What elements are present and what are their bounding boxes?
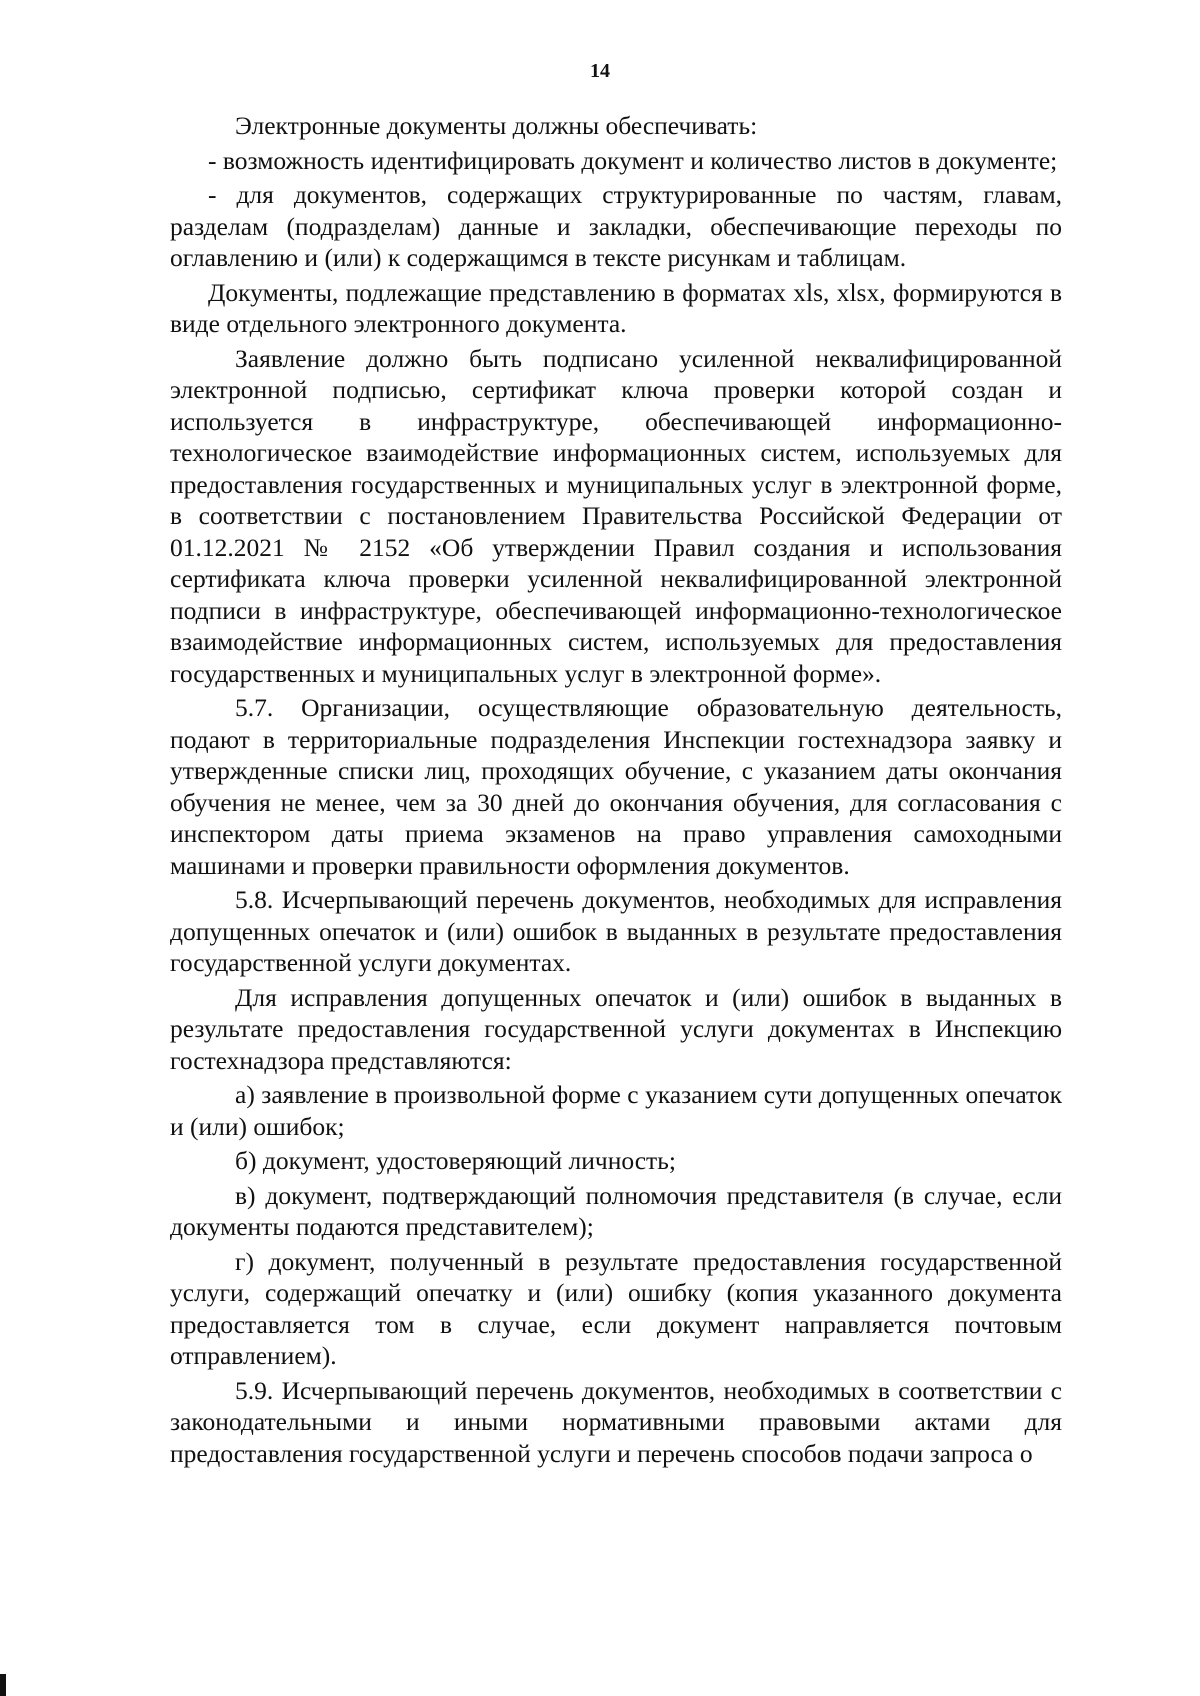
- list-item-identify-document: - возможность идентифицировать документ и количество листов в документе;: [208, 145, 1058, 175]
- document-body: [170, 110, 1062, 1472]
- paragraph-corrections-intro: Для исправления допущенных опечаток и (или) ошибок в выданных в результате предоставления государственной услуги документах в Инспекцию гостехнадзора представляются:: [170, 982, 1062, 1075]
- paragraph-xls-formats: Документы, подлежащие представлению в форматах xls, xlsx, формируются в виде отдельного электронного документа.: [170, 277, 1062, 338]
- paragraph-section-5-9: 5.9. Исчерпывающий перечень документов, необходимых в соответствии с законодательными и иными нормативными правовыми актами для предоставления государственной услуги и перечень способов подачи запроса о: [170, 1375, 1062, 1468]
- list-item-c-representative-authority: в) документ, подтверждающий полномочия представителя (в случае, если документы подаются представителем);: [170, 1180, 1062, 1241]
- list-item-structured-documents: - для документов, содержащих структурированные по частям, главам, разделам (подразделам) данные и закладки, обеспечивающие переходы по оглавлению и (или) к содержащимся в тексте рисункам и таблицам.: [170, 180, 1062, 272]
- page-number: 14: [590, 60, 610, 82]
- list-item-a-statement: а) заявление в произвольной форме с указанием сути допущенных опечаток и (или) ошибок;: [170, 1080, 1062, 1141]
- paragraph-electronic-docs-intro: Электронные документы должны обеспечивать:: [235, 111, 758, 140]
- list-item-b-identity-document: б) документ, удостоверяющий личность;: [235, 1146, 676, 1175]
- paragraph-section-5-7: 5.7. Организации, осуществляющие образовательную деятельность, подают в территориальные подразделения Инспекции гостехнадзора заявку и утвержденные списки лиц, проходящих обучение, с указанием даты окончания обучения не менее, чем за 30 дней до окончания обучения, для согласования с инспектором даты приема экзаменов на право управления самоходными машинами и проверки правильности оформления документов.: [170, 693, 1062, 880]
- paragraph-signature-requirement: Заявление должно быть подписано усиленной неквалифицированной электронной подписью, сертификат ключа проверки которой создан и используется в инфраструктуре, обеспечивающей информационно-технологическое взаимодействие информационных систем, используемых для предоставления государственных и муниципальных услуг в электронной форме, в соответствии с постановлением Правительства Российской Федерации от 01.12.2021 № 2152 «Об утверждении Правил создания и использования сертификата ключа проверки усиленной неквалифицированной электронной подписи в инфраструктуре, обеспечивающей информационно-технологическое взаимодействие информационных систем, используемых для предоставления государственных и муниципальных услуг в электронной форме».: [170, 343, 1062, 688]
- scan-edge-mark: [0, 1674, 6, 1696]
- list-item-d-erroneous-document: г) документ, полученный в результате предоставления государственной услуги, содержащий опечатку и (или) ошибку (копия указанного документа предоставляется том в случае, если документ направляется почтовым отправлением).: [170, 1246, 1062, 1370]
- paragraph-section-5-8: 5.8. Исчерпывающий перечень документов, необходимых для исправления допущенных опечаток и (или) ошибок в выданных в результате предоставления государственной услуги документах.: [170, 885, 1062, 977]
